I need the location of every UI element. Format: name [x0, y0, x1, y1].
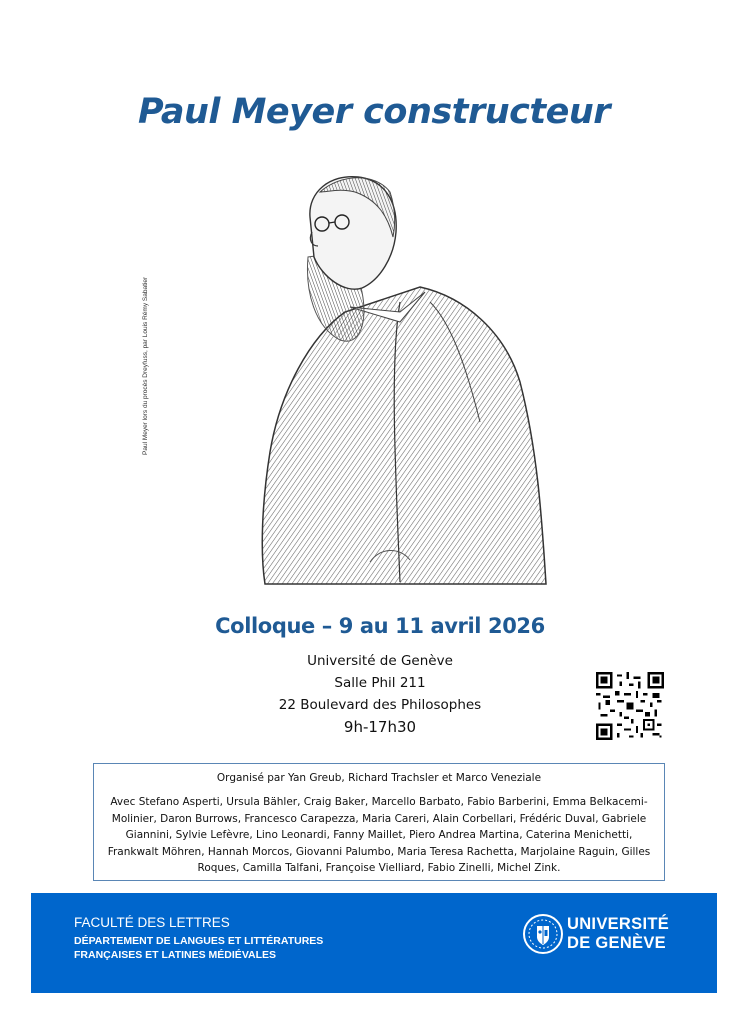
university-name	[567, 915, 669, 953]
participants-text: Avec Stefano Asperti, Ursula Bähler, Craig Baker, Marcello Barbato, Fabio Barberini, Emma Belkacemi-Molinier, Daron Burrows, Francesco Carapezza, Maria Careri, Alain Corbellari, Frédéric Duval, Gabriele Giannini, Sylvie Lefèvre, Lino Leonardi, Fanny Maillet, Piero Andrea Martina, Caterina Menichetti, Frankwalt Möhren, Hannah Morcos, Giovanni Palumbo, Maria Teresa Rachetta, Marjolaine Raguin, Gilles Roques, Camilla Talfani, Françoise Vielliard, Fabio Zinelli, Michel Zink.	[107, 796, 651, 874]
qr-code[interactable]	[596, 672, 664, 740]
portrait-caption: Paul Meyer lors du procès Dreyfuss, par Louis Rémy Sabatier	[142, 276, 149, 455]
organizers-text: Organisé par Yan Greub, Richard Trachsler et Marco Veneziale	[216, 772, 542, 784]
university-seal-icon	[522, 913, 564, 955]
venue-room: Salle Phil 211	[334, 675, 426, 691]
event-heading: Colloque – 9 au 11 avril 2026	[215, 614, 545, 638]
university-line-1: UNIVERSITÉ	[567, 915, 670, 933]
event-hours: 9h-17h30	[343, 718, 417, 736]
portrait-illustration	[250, 162, 550, 587]
venue-address: 22 Boulevard des Philosophes	[278, 697, 482, 713]
department-line-1: DÉPARTEMENT DE LANGUES ET LITTÉRATURES	[74, 935, 324, 947]
venue-university: Université de Genève	[307, 653, 453, 669]
department-line-2: FRANÇAISES ET LATINES MÉDIÉVALES	[74, 949, 277, 961]
faculty-name: FACULTÉ DES LETTRES	[74, 915, 230, 930]
department-name	[74, 934, 323, 962]
organizers-box	[93, 763, 665, 881]
university-line-2: DE GENÈVE	[567, 934, 666, 952]
footer-banner	[31, 893, 717, 993]
poster-title: Paul Meyer constructeur	[137, 92, 611, 132]
